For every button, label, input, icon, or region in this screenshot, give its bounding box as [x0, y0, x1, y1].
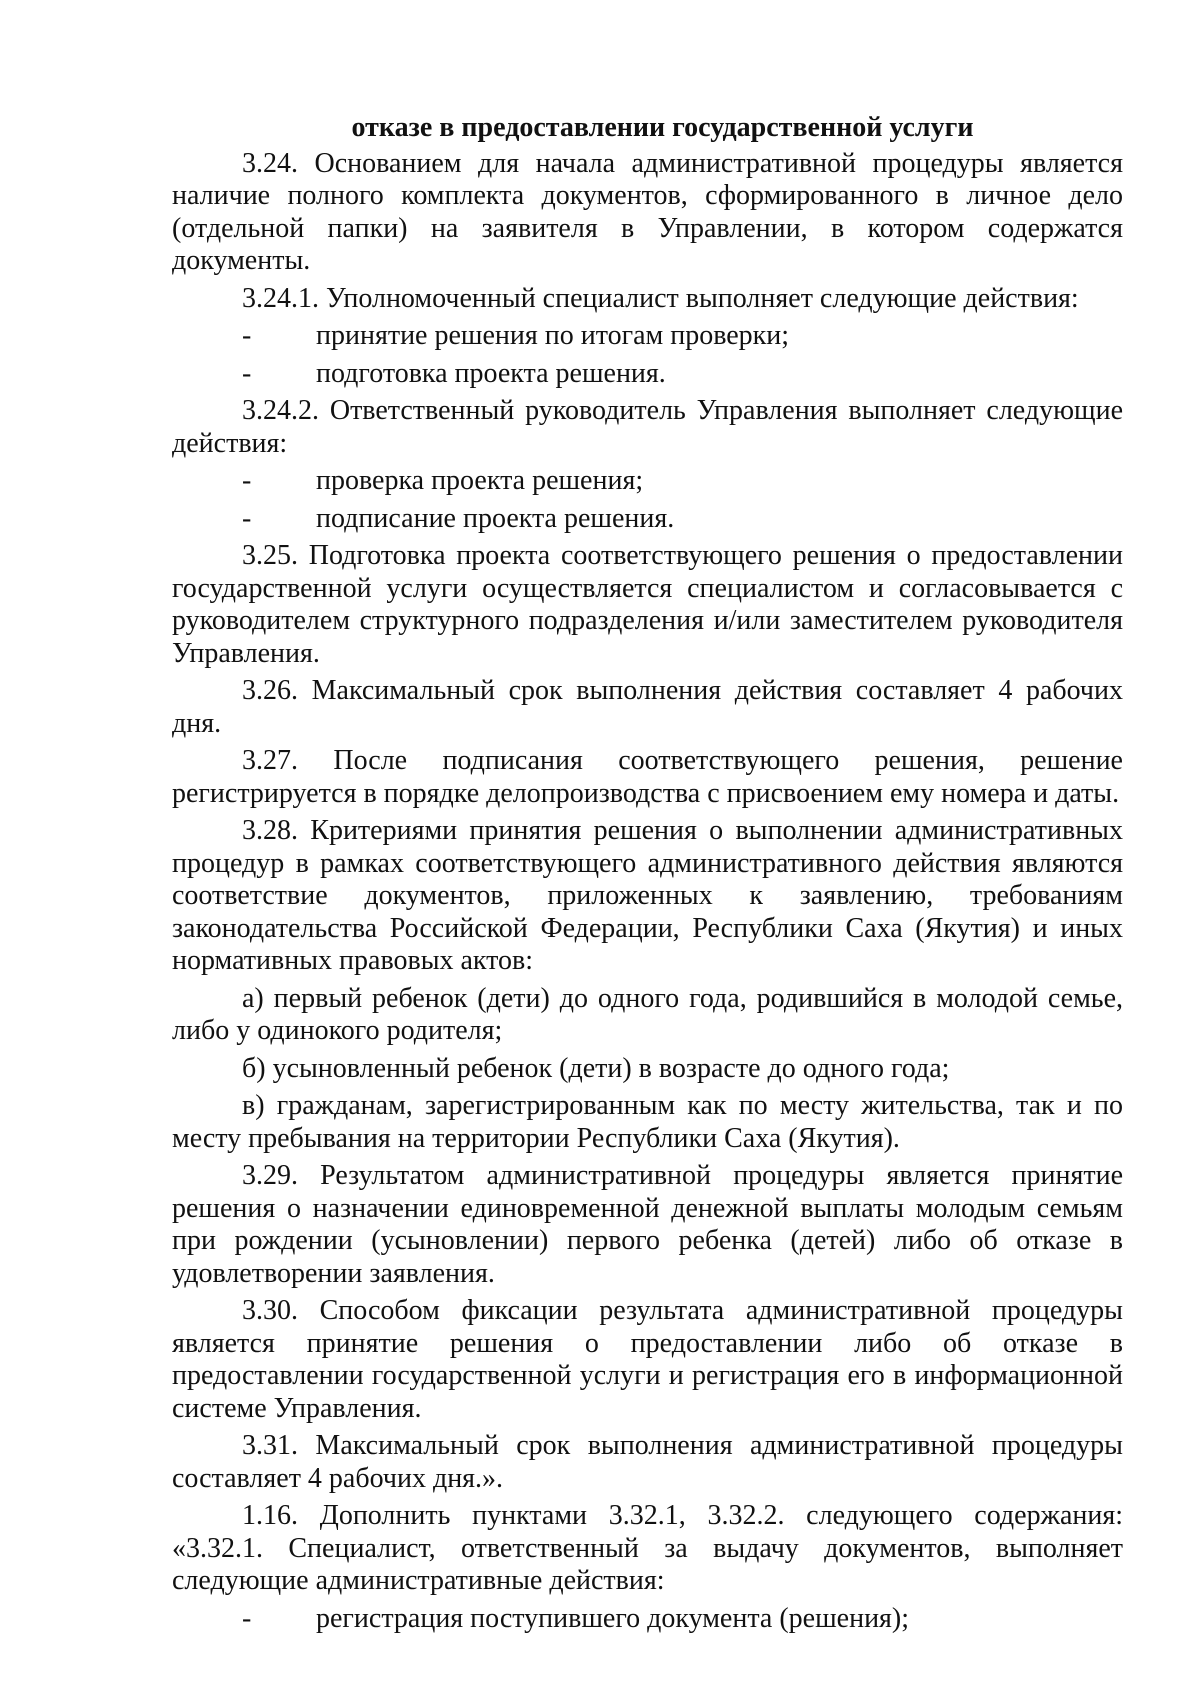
bullet-dash: -: [242, 1602, 252, 1634]
paragraph: 3.30. Способом фиксации результата административной процедуры является принятие решения о предоставлении либо об отказе в предоставлении государственной услуги и регистрация его в информационной системе Управления.: [172, 1295, 1123, 1424]
document-blocks: [172, 148, 1123, 1636]
bullet-item: [172, 358, 1123, 391]
section-heading: отказе в предоставлении государственной услуги: [351, 112, 974, 143]
paragraph: б) усыновленный ребенок (дети) в возрасте до одного года;: [242, 1052, 950, 1084]
bullet-text: подписание проекта решения.: [316, 502, 675, 534]
bullet-dash: -: [242, 320, 252, 351]
bullet-dash: -: [242, 465, 252, 496]
bullet-text: подготовка проекта решения.: [316, 357, 666, 389]
bullet-item: [172, 1603, 1123, 1636]
bullet-text: принятие решения по итогам проверки;: [316, 320, 790, 351]
paragraph: 3.24.1. Уполномоченный специалист выполняет следующие действия:: [242, 282, 1079, 314]
bullet-item: [172, 320, 1123, 353]
paragraph: 3.31. Максимальный срок выполнения административной процедуры составляет 4 рабочих дня.».: [172, 1430, 1123, 1494]
paragraph: а) первый ребенок (дети) до одного года, родившийся в молодой семье, либо у одинокого родителя;: [172, 982, 1123, 1046]
paragraph: 3.26. Максимальный срок выполнения действия составляет 4 рабочих дня.: [172, 675, 1123, 739]
paragraph: 3.24.2. Ответственный руководитель Управления выполняет следующие действия:: [172, 395, 1123, 459]
paragraph: 3.25. Подготовка проекта соответствующего решения о предоставлении государственной услуги осуществляется специалистом и согласовывается с руководителем структурного подразделения и/или заместителем руководителя Управления.: [172, 540, 1123, 669]
paragraph: 3.27. После подписания соответствующего решения, решение регистрируется в порядке делопроизводства с присвоением ему номера и даты.: [172, 745, 1123, 809]
paragraph: 1.16. Дополнить пунктами 3.32.1, 3.32.2. следующего содержания: «3.32.1. Специалист, ответственный за выдачу документов, выполняет следующие административные действия:: [172, 1500, 1123, 1596]
paragraph: в) гражданам, зарегистрированным как по месту жительства, так и по месту пребывания на территории Республики Саха (Якутия).: [172, 1090, 1123, 1154]
bullet-dash: -: [242, 357, 252, 389]
bullet-text: регистрация поступившего документа (решения);: [316, 1602, 910, 1634]
document-body: [172, 112, 1123, 1640]
paragraph: 3.24. Основанием для начала административной процедуры является наличие полного комплекта документов, сформированного в личное дело (отдельной папки) на заявителя в Управлении, в котором содержатся документы.: [172, 147, 1123, 276]
bullet-item: [172, 465, 1123, 498]
bullet-item: [172, 503, 1123, 536]
paragraph: 3.29. Результатом административной процедуры является принятие решения о назначении единовременной денежной выплаты молодым семьям при рождении (усыновлении) первого ребенка (детей) либо об отказе в удовлетворении заявления.: [172, 1160, 1123, 1289]
bullet-text: проверка проекта решения;: [316, 465, 644, 496]
bullet-dash: -: [242, 502, 252, 534]
paragraph: 3.28. Критериями принятия решения о выполнении административных процедур в рамках соответствующего административного действия являются соответствие документов, приложенных к заявлению, требованиям законодательства Российской Федерации, Республики Саха (Якутия) и иных нормативных правовых актов:: [172, 815, 1123, 976]
